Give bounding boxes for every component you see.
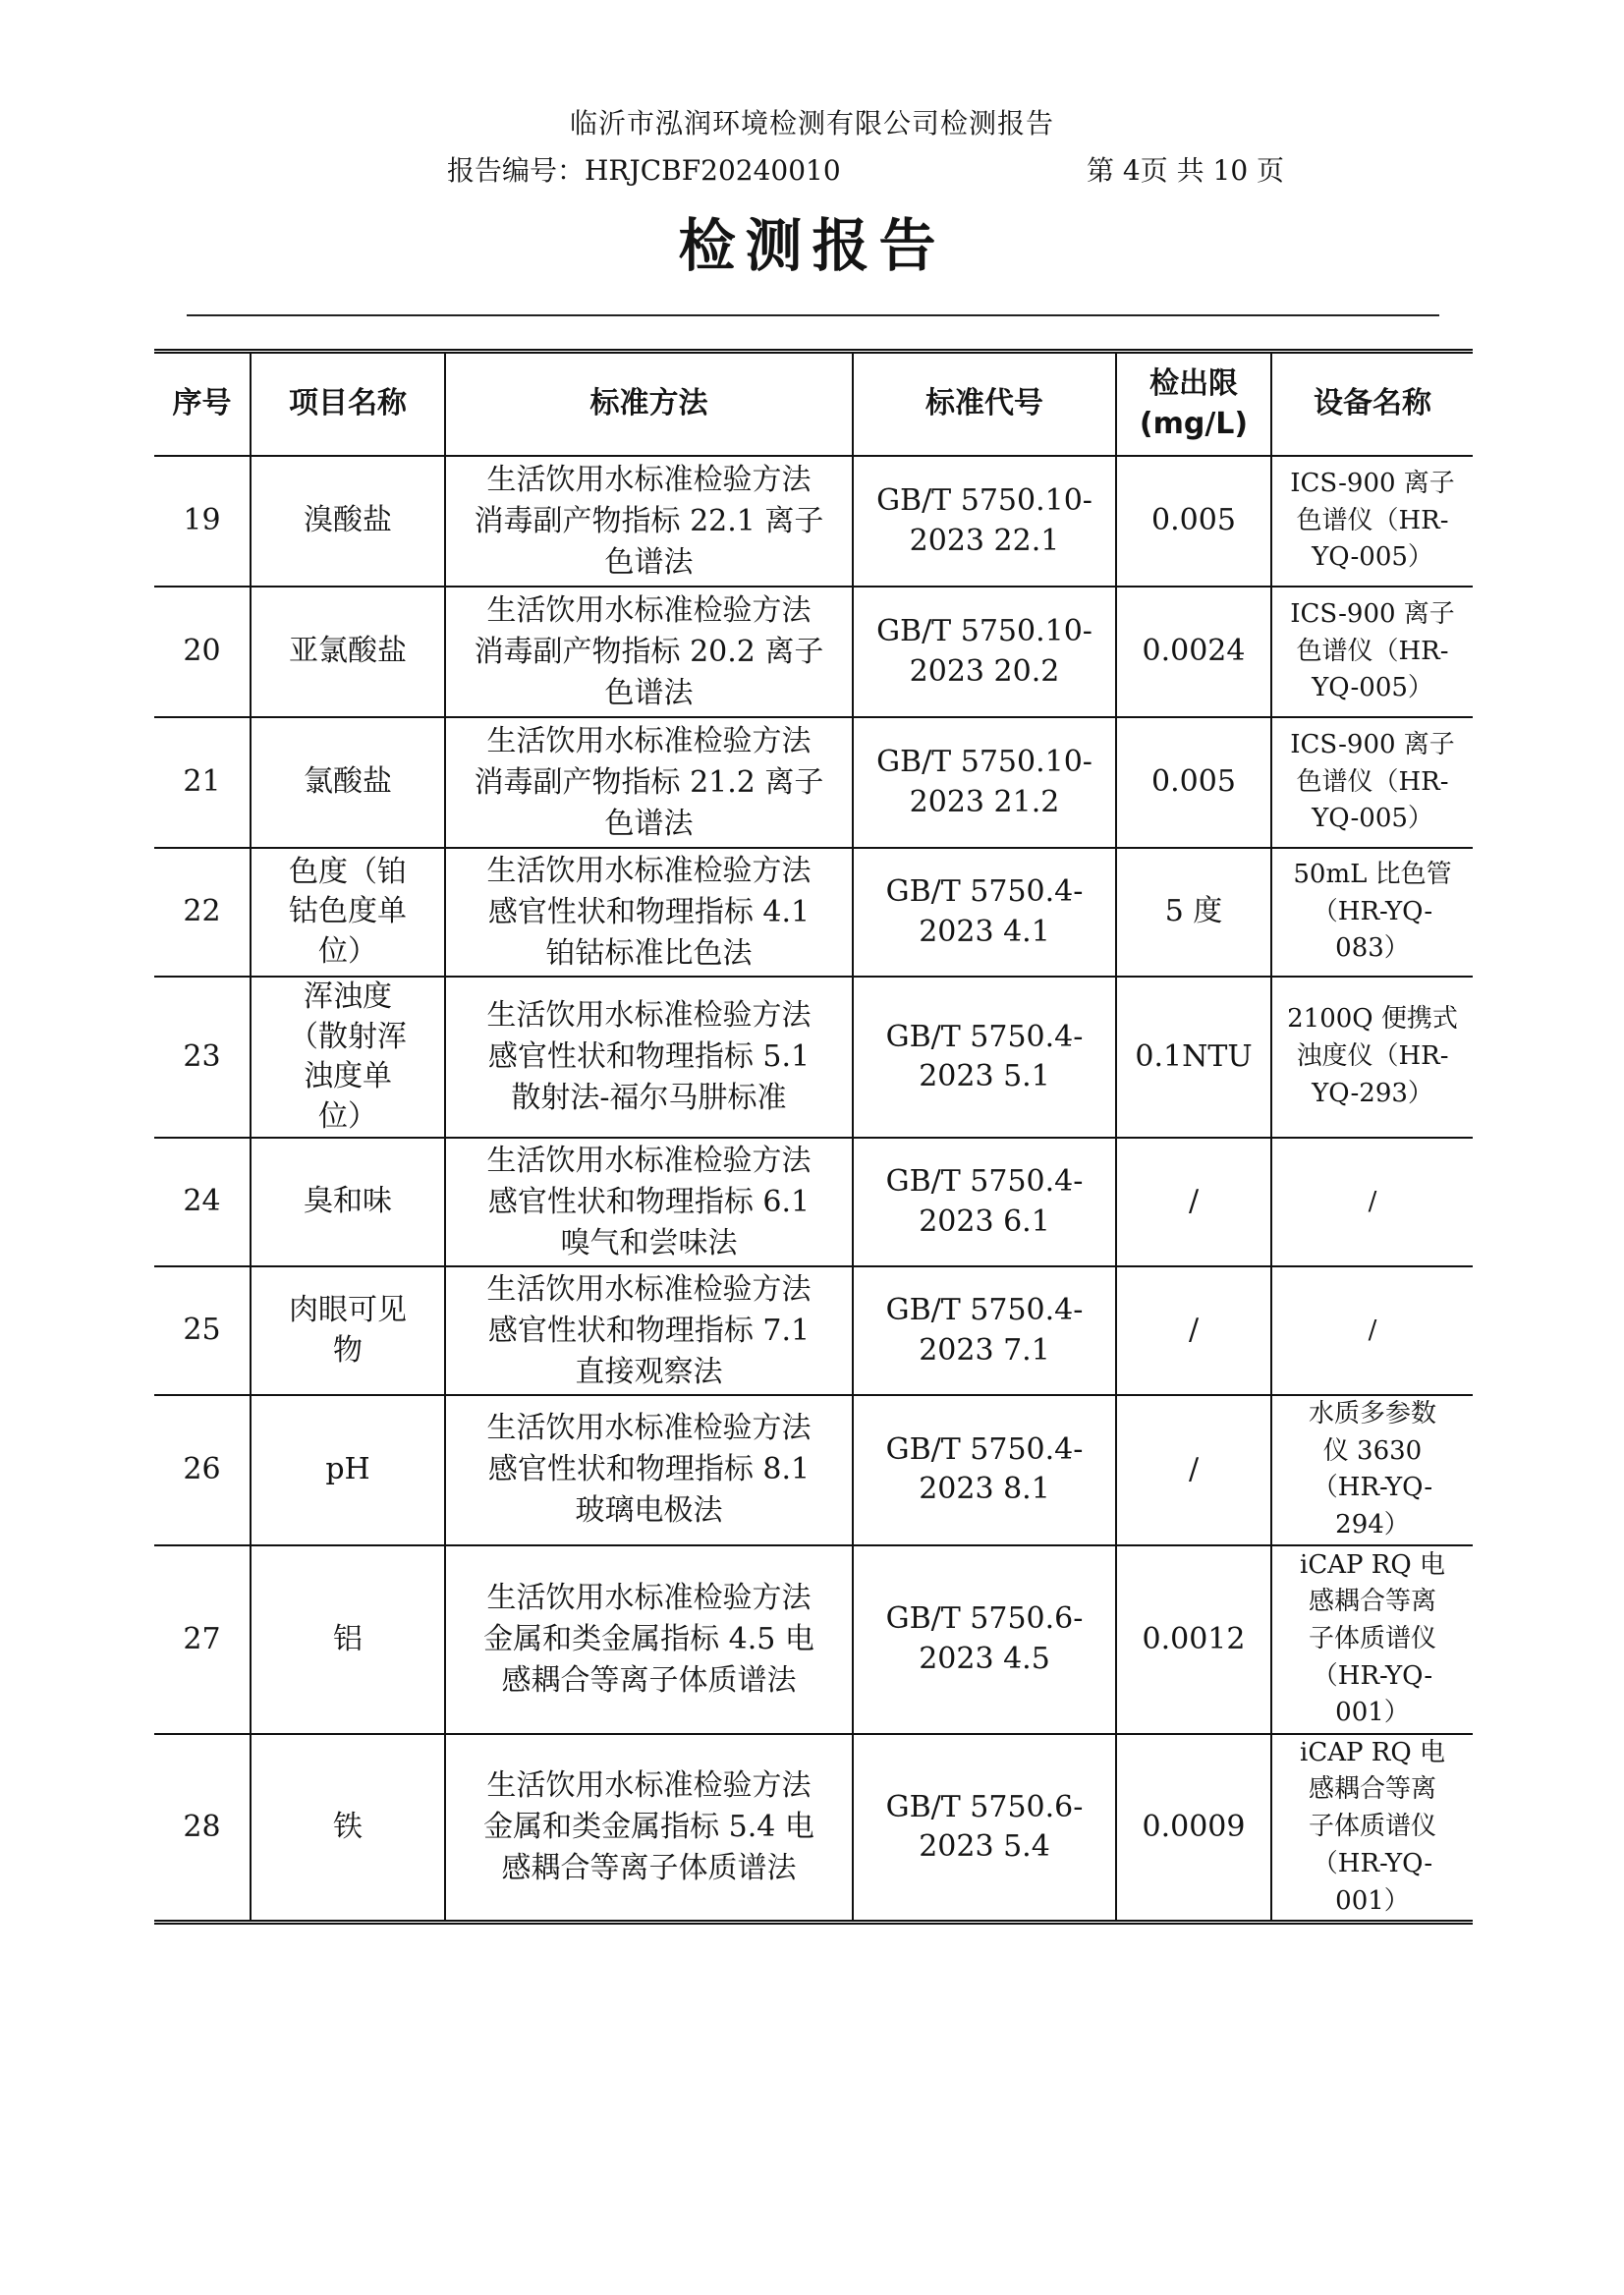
cell-method: 生活饮用水标准检验方法 消毒副产物指标 20.2 离子 色谱法 [445,587,853,717]
cell-code: GB/T 5750.6- 2023 4.5 [853,1545,1116,1734]
cell-code: GB/T 5750.10- 2023 22.1 [853,456,1116,587]
cell-seq: 23 [154,977,251,1138]
cell-seq: 19 [154,456,251,587]
cell-item: 亚氯酸盐 [251,587,445,717]
cell-seq: 26 [154,1395,251,1545]
cell-item: 肉眼可见 物 [251,1266,445,1395]
cell-item: 色度（铂 钴色度单 位） [251,848,445,977]
table-row [154,1395,1473,1545]
cell-limit: 0.1NTU [1116,977,1271,1138]
cell-limit: 0.0012 [1116,1545,1271,1734]
cell-item: 铝 [251,1545,445,1734]
table-row [154,587,1473,717]
cell-code: GB/T 5750.4- 2023 7.1 [853,1266,1116,1395]
cell-limit: 0.005 [1116,717,1271,848]
cell-code: GB/T 5750.6- 2023 5.4 [853,1734,1116,1923]
cell-item: 浑浊度 （散射浑 浊度单 位） [251,977,445,1138]
cell-item: pH [251,1395,445,1545]
cell-method: 生活饮用水标准检验方法 感官性状和物理指标 7.1 直接观察法 [445,1266,853,1395]
cell-equipment: 50mL 比色管 （HR-YQ- 083） [1271,848,1473,977]
header-method: 标准方法 [445,352,853,457]
cell-method: 生活饮用水标准检验方法 消毒副产物指标 21.2 离子 色谱法 [445,717,853,848]
cell-code: GB/T 5750.4- 2023 6.1 [853,1138,1116,1266]
cell-item: 铁 [251,1734,445,1923]
cell-equipment: ICS-900 离子 色谱仪（HR- YQ-005） [1271,456,1473,587]
cell-seq: 20 [154,587,251,717]
cell-method: 生活饮用水标准检验方法 感官性状和物理指标 5.1 散射法-福尔马肼标准 [445,977,853,1138]
cell-limit: 0.0009 [1116,1734,1271,1923]
cell-method: 生活饮用水标准检验方法 感官性状和物理指标 4.1 铂钴标准比色法 [445,848,853,977]
header-code: 标准代号 [853,352,1116,457]
cell-seq: 21 [154,717,251,848]
report-number: 报告编号：HRJCBF20240010 [447,154,841,187]
table-row [154,977,1473,1138]
page-title: 检测报告 [678,212,946,279]
cell-equipment: iCAP RQ 电 感耦合等离 子体质谱仪 （HR-YQ- 001） [1271,1545,1473,1734]
cell-equipment: / [1271,1266,1473,1395]
header-limit: 检出限 (mg/L) [1116,352,1271,457]
header-item: 项目名称 [251,352,445,457]
company-report-header: 临沂市泓润环境检测有限公司检测报告 [569,107,1054,140]
cell-limit: / [1116,1266,1271,1395]
cell-equipment: / [1271,1138,1473,1266]
cell-limit: 0.005 [1116,456,1271,587]
title-divider [187,314,1439,316]
cell-equipment: ICS-900 离子 色谱仪（HR- YQ-005） [1271,717,1473,848]
table-row [154,456,1473,587]
table-row [154,1734,1473,1923]
cell-code: GB/T 5750.4- 2023 4.1 [853,848,1116,977]
table-row [154,848,1473,977]
cell-limit: / [1116,1395,1271,1545]
header-seq: 序号 [154,352,251,457]
cell-equipment: 2100Q 便携式 浊度仪（HR- YQ-293） [1271,977,1473,1138]
cell-method: 生活饮用水标准检验方法 感官性状和物理指标 6.1 嗅气和尝味法 [445,1138,853,1266]
cell-limit: 0.0024 [1116,587,1271,717]
cell-equipment: 水质多参数 仪 3630 （HR-YQ- 294） [1271,1395,1473,1545]
cell-equipment: iCAP RQ 电 感耦合等离 子体质谱仪 （HR-YQ- 001） [1271,1734,1473,1923]
page-number: 第 4页 共 10 页 [1087,154,1285,187]
cell-method: 生活饮用水标准检验方法 消毒副产物指标 22.1 离子 色谱法 [445,456,853,587]
cell-seq: 25 [154,1266,251,1395]
test-methods-table [154,349,1473,1925]
cell-code: GB/T 5750.10- 2023 20.2 [853,587,1116,717]
cell-seq: 28 [154,1734,251,1923]
cell-seq: 22 [154,848,251,977]
cell-method: 生活饮用水标准检验方法 感官性状和物理指标 8.1 玻璃电极法 [445,1395,853,1545]
table-row [154,717,1473,848]
cell-limit: 5 度 [1116,848,1271,977]
header-equipment: 设备名称 [1271,352,1473,457]
cell-item: 溴酸盐 [251,456,445,587]
table-row [154,1545,1473,1734]
table-row [154,1138,1473,1266]
cell-code: GB/T 5750.4- 2023 5.1 [853,977,1116,1138]
cell-limit: / [1116,1138,1271,1266]
cell-seq: 24 [154,1138,251,1266]
table-header-row [154,352,1473,457]
cell-code: GB/T 5750.10- 2023 21.2 [853,717,1116,848]
cell-method: 生活饮用水标准检验方法 金属和类金属指标 4.5 电 感耦合等离子体质谱法 [445,1545,853,1734]
cell-seq: 27 [154,1545,251,1734]
cell-method: 生活饮用水标准检验方法 金属和类金属指标 5.4 电 感耦合等离子体质谱法 [445,1734,853,1923]
cell-code: GB/T 5750.4- 2023 8.1 [853,1395,1116,1545]
cell-equipment: ICS-900 离子 色谱仪（HR- YQ-005） [1271,587,1473,717]
cell-item: 臭和味 [251,1138,445,1266]
cell-item: 氯酸盐 [251,717,445,848]
table-row [154,1266,1473,1395]
